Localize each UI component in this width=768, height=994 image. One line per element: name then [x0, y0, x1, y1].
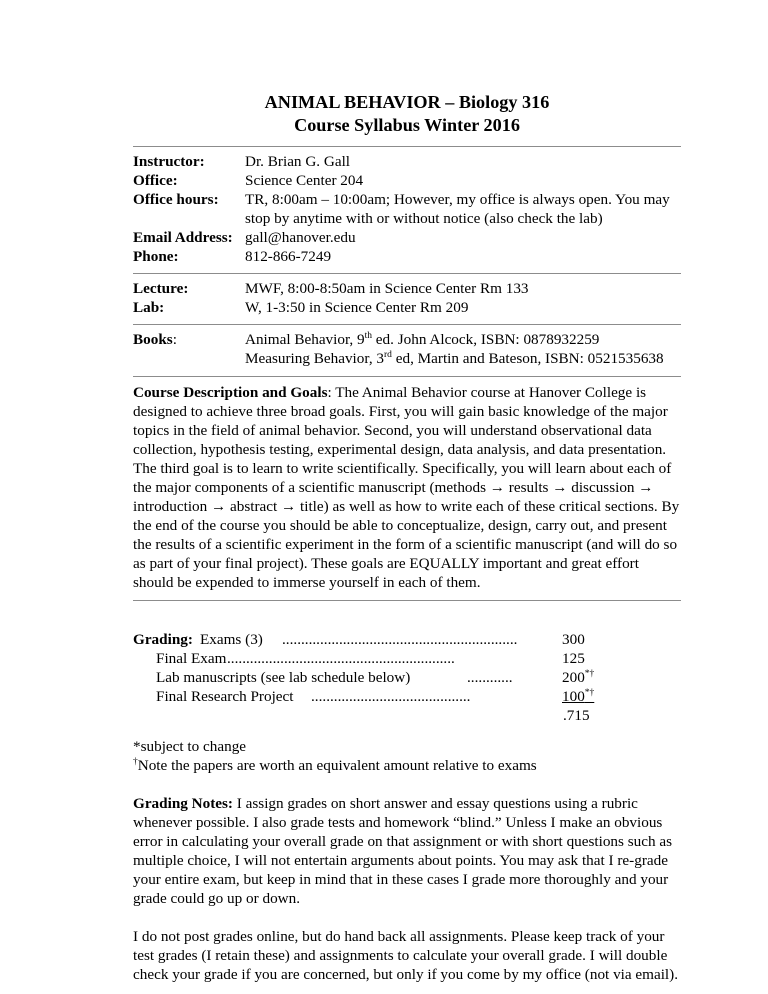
footnote-subject: *subject to change: [133, 738, 247, 755]
office-hours-value: TR, 8:00am – 10:00am; However, my office is always open. You may stop by anytime with or without notice (also check the lab): [245, 191, 670, 227]
grading-item-value: 125: [562, 650, 585, 667]
instructor-label: Instructor:: [133, 153, 205, 170]
grading-item-name: Exams (3): [200, 631, 263, 648]
grading-item-value: 200*†: [562, 668, 595, 686]
office-label: Office:: [133, 172, 178, 189]
grading-item-name: Lab manuscripts (see lab schedule below): [156, 669, 411, 686]
grading-leader: ..............................................................: [282, 631, 518, 648]
grading-leader: ..........................................: [311, 688, 471, 705]
divider: [133, 324, 681, 325]
phone-value: 812-866-7249: [245, 248, 332, 265]
phone-label: Phone:: [133, 248, 179, 265]
grading-leader: ............................................................: [227, 650, 455, 667]
divider: [133, 376, 681, 377]
book-2: Measuring Behavior, 3rd ed, Martin and Bateson, ISBN: 0521535638: [245, 349, 664, 367]
page-title: [133, 91, 681, 137]
grading-leader: ............: [467, 669, 513, 686]
grading-label: Grading:: [133, 631, 193, 648]
grading-notes-label: Grading Notes:: [133, 795, 233, 812]
grading-row: [133, 668, 681, 687]
grading-row: [133, 687, 681, 706]
course-description-text: : The Animal Behavior course at Hanover College is designed to achieve three broad goals. First, you will gain basic knowledge of the major topics in the field of animal behavior. Second, you will understand observational data collection, hypothesis testing, experimental design, data analysis, and data presentation. The third goal is to learn to write scientifically. Specifically, you will learn about each of the major components of a scientific manuscript (methods → results → discussion → introduction → abstract → title) as well as how to write each of these critical sections. By the end of the course you should be able to conceptualize, design, carry out, and present the results of a scientific experiment in the form of a scientific manuscript (and will do so as part of your final project). These goals are EQUALLY important and great effort should be expended to immerse yourself in each of them.: [133, 384, 680, 591]
books-info: [133, 330, 681, 368]
divider: [133, 600, 681, 601]
book-list: [245, 330, 681, 368]
lecture-value: MWF, 8:00-8:50am in Science Center Rm 133: [245, 280, 529, 297]
office-value: Science Center 204: [245, 172, 364, 189]
divider: [133, 273, 681, 274]
lecture-label: Lecture:: [133, 280, 189, 297]
grading-notes-text: I assign grades on short answer and essay questions using a rubric whenever possible. I also grade tests and homework “blind.” Unless I make an obvious error in calculating your overall grade on that assignment or with short questions such as multiple choice, I will not entertain arguments about points. You may ask that I re-grade your entire exam, but keep in mind that in these cases I grade more thoroughly and your grade could go up or down.: [133, 795, 673, 907]
grading-item-name: Final Research Project: [156, 688, 294, 705]
grading-item-value: 100*†: [562, 687, 595, 705]
footnote-dagger: †Note the papers are worth an equivalent amount relative to exams: [133, 756, 537, 774]
grading-row: [133, 649, 681, 668]
email-label: Email Address:: [133, 229, 233, 246]
grading-notes: [133, 794, 681, 908]
syllabus-content: [133, 0, 681, 984]
email-value[interactable]: gall@hanover.edu: [245, 229, 356, 246]
grading-row: [133, 630, 681, 649]
footnotes: [133, 737, 681, 775]
office-hours-label: Office hours:: [133, 191, 219, 208]
grading-total-row: [133, 706, 681, 725]
lecture-info: [133, 279, 681, 317]
lab-value: W, 1-3:50 in Science Center Rm 209: [245, 299, 469, 316]
instructor-info: [133, 152, 681, 266]
lab-label: Lab:: [133, 299, 165, 316]
course-description: [133, 383, 681, 592]
grading-notes-paragraph-2: I do not post grades online, but do hand back all assignments. Please keep track of your test grades (I retain these) and assignments to calculate your overall grade. I will double check your grade if you are concerned, but only if you come by my office (not via email).: [133, 928, 679, 983]
title-line-2: Course Syllabus Winter 2016: [294, 115, 520, 135]
grading-item-name: Final Exam: [156, 650, 227, 667]
books-label: Books:: [133, 331, 177, 348]
grading-section: [133, 630, 681, 725]
book-1: Animal Behavior, 9th ed. John Alcock, ISBN: 0878932259: [245, 330, 600, 348]
divider: [133, 146, 681, 147]
course-description-label: Course Description and Goals: [133, 384, 328, 401]
grading-total: .715: [563, 707, 590, 724]
instructor-name: Dr. Brian G. Gall: [245, 153, 351, 170]
title-line-1: ANIMAL BEHAVIOR – Biology 316: [264, 92, 550, 112]
grading-item-value: 300: [562, 631, 585, 648]
